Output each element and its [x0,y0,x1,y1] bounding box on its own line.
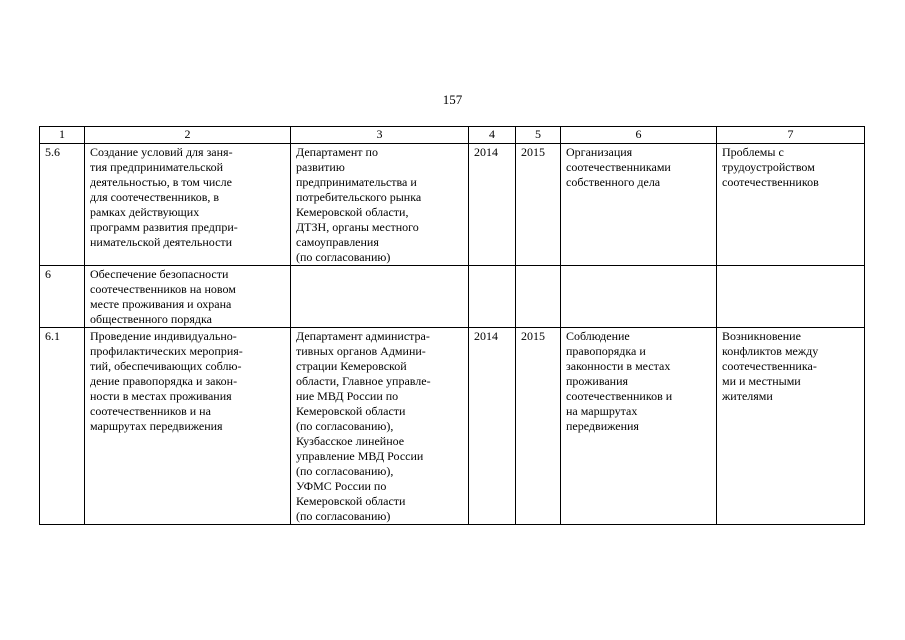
problem-cell: Возникновение конфликтов между соотечественника- ми и местными жителями [717,328,865,525]
executor-cell [291,266,469,328]
end-year-cell: 2015 [516,144,561,266]
page-number: 157 [442,92,463,107]
table-row [40,144,865,266]
table-row [40,328,865,525]
header-row [40,127,865,144]
start-year-cell: 2014 [469,144,516,266]
result-cell: Соблюдение правопорядка и законности в местах проживания соотечественников и на маршрутах передвижения [561,328,717,525]
activity-cell: Проведение индивидуально- профилактических мероприя- тий, обеспечивающих соблю- дение правопорядка и закон- ности в местах проживания соотечественников и на маршрутах передвижения [85,328,291,525]
activity-cell: Обеспечение безопасности соотечественников на новом месте проживания и охрана общественного порядка [85,266,291,328]
column-header: 3 [291,127,469,144]
result-cell: Организация соотечественниками собственного дела [561,144,717,266]
table-row [40,266,865,328]
end-year-cell: 2015 [516,328,561,525]
executor-cell: Департамент по развитию предпринимательства и потребительского рынка Кемеровской области, ДТЗН, органы местного самоуправления (по согласованию) [291,144,469,266]
program-activities-table [39,126,865,525]
row-id: 6 [40,266,85,328]
row-id: 6.1 [40,328,85,525]
column-header: 6 [561,127,717,144]
start-year-cell [469,266,516,328]
problem-cell: Проблемы с трудоустройством соотечественников [717,144,865,266]
column-header: 1 [40,127,85,144]
activity-cell: Создание условий для заня- тия предпринимательской деятельностью, в том числе для соотечественников, в рамках действующих программ развития предпри- нимательской деятельности [85,144,291,266]
executor-cell: Департамент администра- тивных органов Админи- страции Кемеровской области, Главное управле- ние МВД России по Кемеровской области (по согласованию), Кузбасское линейное управление МВД России (по согласованию), УФМС России по Кемеровской области (по согласованию) [291,328,469,525]
column-header: 5 [516,127,561,144]
end-year-cell [516,266,561,328]
result-cell [561,266,717,328]
column-header: 4 [469,127,516,144]
column-header: 2 [85,127,291,144]
start-year-cell: 2014 [469,328,516,525]
problem-cell [717,266,865,328]
column-header: 7 [717,127,865,144]
row-id: 5.6 [40,144,85,266]
